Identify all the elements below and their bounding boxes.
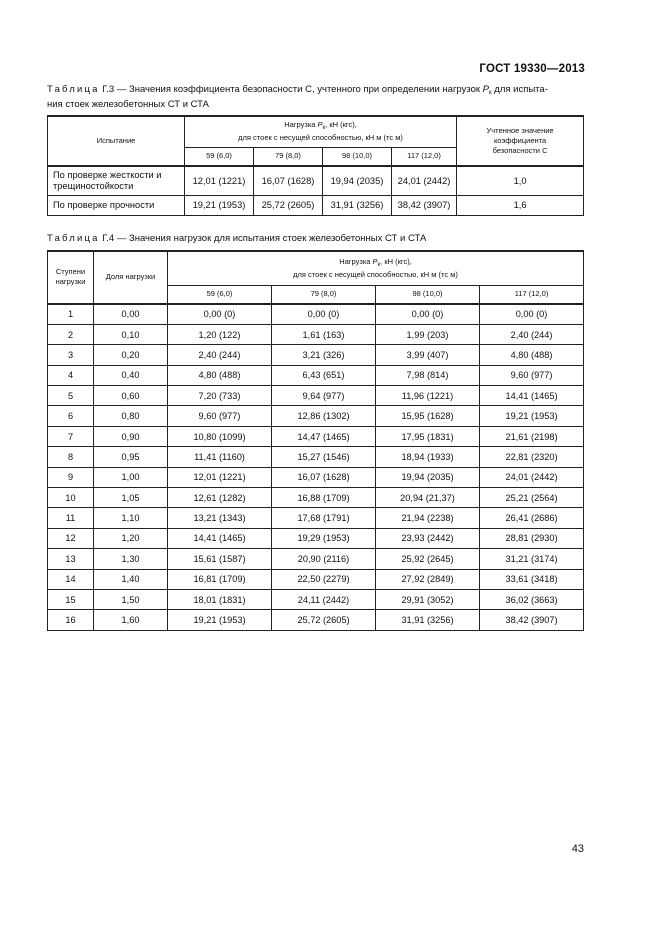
table-cell: 9,60 (977) (168, 406, 272, 426)
table-cell: 15,95 (1628) (376, 406, 480, 426)
table-cell: 19,94 (2035) (323, 166, 392, 195)
stage-cell: 4 (48, 365, 94, 385)
table-cell: 28,81 (2930) (480, 528, 584, 548)
stage-cell: 9 (48, 467, 94, 487)
table-cell: 1,20 (122) (168, 324, 272, 344)
table-cell: 24,01 (2442) (480, 467, 584, 487)
table-cell: 7,98 (814) (376, 365, 480, 385)
share-cell: 1,60 (94, 610, 168, 630)
table3-header-row (48, 116, 584, 147)
table3-load-sub: к (322, 125, 326, 132)
stage-cell: 2 (48, 324, 94, 344)
table-cell: 10,80 (1099) (168, 426, 272, 446)
table4-col-stage: Ступени нагрузки (48, 251, 94, 304)
table-cell: 3,21 (326) (272, 345, 376, 365)
table4-col-share: Доля нагрузки (94, 251, 168, 304)
share-cell: 0,10 (94, 324, 168, 344)
table3-load-header-a: Нагрузка (284, 120, 318, 130)
share-cell: 0,95 (94, 447, 168, 467)
table-cell: 19,21 (1953) (185, 195, 254, 215)
table-cell: 16,81 (1709) (168, 569, 272, 589)
table3-capacity: 59 (6,0) (185, 147, 254, 166)
table-cell: 25,21 (2564) (480, 488, 584, 508)
table-cell: 18,01 (1831) (168, 589, 272, 609)
table-cell: 16,07 (1628) (254, 166, 323, 195)
table4-header-row (48, 251, 584, 285)
table-cell: 31,21 (3174) (480, 549, 584, 569)
table4-load-header-b: , кН (кгс), (380, 256, 412, 266)
table-row (48, 426, 584, 446)
stage-cell: 5 (48, 386, 94, 406)
table3-load-header (185, 116, 457, 147)
table-cell: 26,41 (2686) (480, 508, 584, 528)
table-cell: 25,72 (2605) (254, 195, 323, 215)
table-cell: 19,94 (2035) (376, 467, 480, 487)
table-cell: 31,91 (3256) (376, 610, 480, 630)
table-cell: 0,00 (0) (480, 304, 584, 325)
table4-capacity: 98 (10,0) (376, 285, 480, 304)
table-cell: 29,91 (3052) (376, 589, 480, 609)
row-label: По проверке прочности (48, 195, 185, 215)
table-cell: 15,27 (1546) (272, 447, 376, 467)
table3-caption-text-a: — Значения коэффициента безопасности С, учтенного при определении нагрузок (114, 84, 483, 95)
share-cell: 0,60 (94, 386, 168, 406)
table-cell: 12,01 (1221) (185, 166, 254, 195)
table3-capacity: 79 (8,0) (254, 147, 323, 166)
table-cell: 14,41 (1465) (480, 386, 584, 406)
table-cell: 0,00 (0) (272, 304, 376, 325)
share-cell: 1,05 (94, 488, 168, 508)
stage-cell: 3 (48, 345, 94, 365)
table-cell: 4,80 (488) (168, 365, 272, 385)
table-cell: 7,20 (733) (168, 386, 272, 406)
coef-cell: 1,6 (457, 195, 584, 215)
table-row (48, 508, 584, 528)
stage-cell: 10 (48, 488, 94, 508)
table4-load-header-a: Нагрузка (339, 256, 373, 266)
share-cell: 1,50 (94, 589, 168, 609)
stage-cell: 6 (48, 406, 94, 426)
table-cell: 15,61 (1587) (168, 549, 272, 569)
table-cell: 19,21 (1953) (480, 406, 584, 426)
table-row (48, 467, 584, 487)
table-cell: 0,00 (0) (376, 304, 480, 325)
stage-cell: 11 (48, 508, 94, 528)
table-cell: 17,68 (1791) (272, 508, 376, 528)
table-cell: 20,94 (21,37) (376, 488, 480, 508)
stage-cell: 12 (48, 528, 94, 548)
table-cell: 22,81 (2320) (480, 447, 584, 467)
share-cell: 0,20 (94, 345, 168, 365)
table-cell: 14,41 (1465) (168, 528, 272, 548)
table4-capacity: 117 (12,0) (480, 285, 584, 304)
share-cell: 0,00 (94, 304, 168, 325)
table3-caption-text-b: для испыта- (491, 84, 548, 95)
table-cell: 11,96 (1221) (376, 386, 480, 406)
table-row (48, 386, 584, 406)
stage-cell: 15 (48, 589, 94, 609)
table4 (47, 250, 584, 631)
share-cell: 0,90 (94, 426, 168, 446)
stage-cell: 13 (48, 549, 94, 569)
table3-capacity: 117 (12,0) (392, 147, 457, 166)
table-cell: 12,01 (1221) (168, 467, 272, 487)
table3-caption-symbol: P (482, 84, 490, 95)
coef-cell: 1,0 (457, 166, 584, 195)
table-cell: 4,80 (488) (480, 345, 584, 365)
row-label: По проверке жесткости и трещиностойкости (48, 166, 185, 195)
share-cell: 0,40 (94, 365, 168, 385)
table-cell: 24,01 (2442) (392, 166, 457, 195)
table-row (48, 589, 584, 609)
table3-caption-label: Таблица (47, 84, 100, 95)
table3-caption (47, 84, 587, 111)
table-cell: 21,61 (2198) (480, 426, 584, 446)
share-cell: 1,30 (94, 549, 168, 569)
table-cell: 25,72 (2605) (272, 610, 376, 630)
table4-body (48, 304, 584, 631)
stage-cell: 1 (48, 304, 94, 325)
table-row (48, 304, 584, 325)
share-cell: 1,40 (94, 569, 168, 589)
table-cell: 9,64 (977) (272, 386, 376, 406)
table-cell: 31,91 (3256) (323, 195, 392, 215)
table-cell: 20,90 (2116) (272, 549, 376, 569)
table-row (48, 345, 584, 365)
table-cell: 38,42 (3907) (480, 610, 584, 630)
table4-caption-text: — Значения нагрузок для испытания стоек железобетонных СТ и СТА (114, 233, 427, 244)
table-row (48, 447, 584, 467)
table-cell: 18,94 (1933) (376, 447, 480, 467)
table3-load-header-line2: для стоек с несущей способностью, кН м (тс м) (238, 133, 403, 143)
table-row (48, 528, 584, 548)
share-cell: 1,20 (94, 528, 168, 548)
table3-caption-line2: ния стоек железобетонных СТ и СТА (47, 99, 210, 110)
table-row (48, 324, 584, 344)
table-cell: 23,93 (2442) (376, 528, 480, 548)
table-cell: 16,07 (1628) (272, 467, 376, 487)
table-cell: 33,61 (3418) (480, 569, 584, 589)
table-cell: 12,86 (1302) (272, 406, 376, 426)
stage-cell: 16 (48, 610, 94, 630)
table-cell: 19,29 (1953) (272, 528, 376, 548)
table3-col-test: Испытание (48, 116, 185, 166)
table-cell: 1,99 (203) (376, 324, 480, 344)
table-cell: 2,40 (244) (480, 324, 584, 344)
table4-load-header (168, 251, 584, 285)
table-row (48, 610, 584, 630)
table-cell: 19,21 (1953) (168, 610, 272, 630)
table4-caption-label: Таблица (47, 233, 100, 244)
table-cell: 21,94 (2238) (376, 508, 480, 528)
table4-caption (47, 233, 587, 245)
table-cell: 17,95 (1831) (376, 426, 480, 446)
table-cell: 2,40 (244) (168, 345, 272, 365)
document-id: ГОСТ 19330—2013 (479, 63, 585, 75)
table-cell: 24,11 (2442) (272, 589, 376, 609)
table-row (48, 195, 584, 215)
table4-capacity: 59 (6,0) (168, 285, 272, 304)
table-cell: 13,21 (1343) (168, 508, 272, 528)
stage-cell: 14 (48, 569, 94, 589)
table-cell: 6,43 (651) (272, 365, 376, 385)
table3-caption-number: Г.3 (102, 84, 115, 95)
table-row (48, 569, 584, 589)
table-cell: 12,61 (1282) (168, 488, 272, 508)
table-cell: 16,88 (1709) (272, 488, 376, 508)
table-row (48, 166, 584, 195)
table-cell: 36,02 (3663) (480, 589, 584, 609)
table3-load-header-b: , кН (кгс), (325, 120, 357, 130)
table-cell: 0,00 (0) (168, 304, 272, 325)
share-cell: 1,00 (94, 467, 168, 487)
table4-load-sub: к (377, 261, 381, 268)
table-cell: 3,99 (407) (376, 345, 480, 365)
table-row (48, 406, 584, 426)
table-cell: 9,60 (977) (480, 365, 584, 385)
table4-caption-number: Г.4 (102, 233, 115, 244)
table-cell: 25,92 (2645) (376, 549, 480, 569)
table-cell: 1,61 (163) (272, 324, 376, 344)
share-cell: 0,80 (94, 406, 168, 426)
table-cell: 11,41 (1160) (168, 447, 272, 467)
table3-capacity: 98 (10,0) (323, 147, 392, 166)
table-row (48, 365, 584, 385)
stage-cell: 7 (48, 426, 94, 446)
table-cell: 22,50 (2279) (272, 569, 376, 589)
table4-load-header-line2: для стоек с несущей способностью, кН м (тс м) (293, 269, 458, 279)
share-cell: 1,10 (94, 508, 168, 528)
page-number: 43 (571, 843, 584, 855)
table-cell: 38,42 (3907) (392, 195, 457, 215)
table4-capacity: 79 (8,0) (272, 285, 376, 304)
table3-load-symbol: P (317, 120, 323, 130)
table4-load-symbol: P (372, 256, 378, 266)
table3-col-coef: Учтенное значение коэффициента безопасности С (457, 116, 584, 166)
table-row (48, 549, 584, 569)
table-row (48, 488, 584, 508)
table-cell: 14,47 (1465) (272, 426, 376, 446)
table3-caption-sub: к (489, 90, 492, 96)
table3 (47, 115, 584, 216)
stage-cell: 8 (48, 447, 94, 467)
table-cell: 27,92 (2849) (376, 569, 480, 589)
